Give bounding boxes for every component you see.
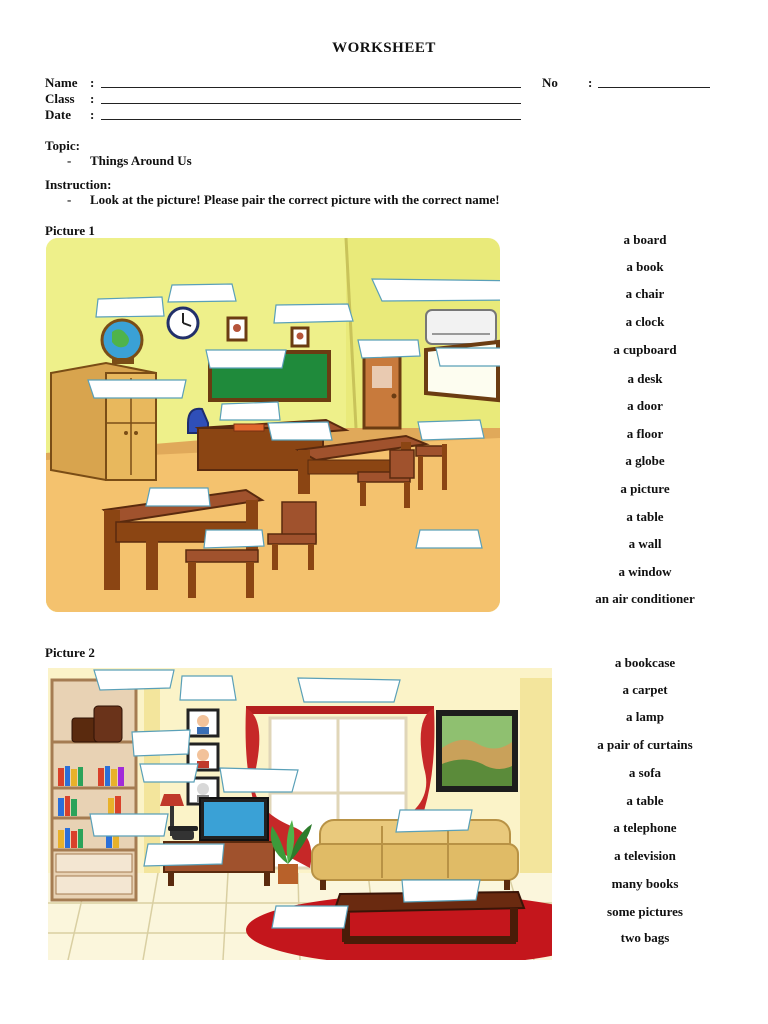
date-colon: :: [90, 107, 95, 122]
instruction-value: Look at the picture! Please pair the correct picture with the correct name!: [90, 192, 500, 207]
landscape-picture-shape: [436, 710, 518, 792]
worksheet-title: WORKSHEET: [332, 40, 436, 56]
label-box[interactable]: [416, 530, 482, 548]
label-box[interactable]: [90, 814, 168, 836]
label-box[interactable]: [140, 764, 198, 782]
word-item: a desk: [627, 371, 663, 386]
label-box[interactable]: [220, 768, 298, 792]
label-box[interactable]: [144, 844, 224, 866]
television-shape: [200, 798, 268, 846]
word-item: an air conditioner: [595, 591, 695, 606]
label-box[interactable]: [180, 676, 236, 700]
word-item: a wall: [628, 536, 662, 551]
date-line[interactable]: [101, 119, 521, 120]
word-item: a picture: [620, 481, 670, 496]
label-box[interactable]: [168, 284, 236, 302]
word-item: a floor: [626, 426, 664, 441]
label-box[interactable]: [358, 340, 420, 358]
label-box[interactable]: [220, 402, 280, 420]
topic-dash: -: [67, 153, 72, 168]
word-item: a chair: [625, 286, 665, 301]
topic-label: Topic:: [45, 138, 80, 153]
label-box[interactable]: [204, 530, 264, 548]
date-label: Date: [45, 107, 71, 122]
word-item: some pictures: [607, 904, 683, 919]
label-box[interactable]: [96, 297, 164, 317]
label-box[interactable]: [268, 422, 332, 440]
word-item: a cupboard: [613, 342, 677, 357]
no-colon: :: [588, 75, 593, 90]
label-box[interactable]: [436, 348, 500, 366]
word-item: many books: [611, 876, 679, 891]
word-item: a globe: [625, 453, 665, 468]
instruction-dash: -: [67, 192, 72, 207]
picture1-label: Picture 1: [45, 223, 95, 238]
door-shape: [364, 356, 400, 428]
label-box[interactable]: [132, 730, 190, 756]
no-field[interactable]: [542, 75, 593, 91]
class-colon: :: [90, 91, 95, 106]
word-item: a board: [623, 232, 667, 247]
portraits-shape: [188, 710, 218, 804]
word-item: a book: [626, 259, 664, 274]
label-box[interactable]: [372, 279, 500, 301]
class-line[interactable]: [101, 103, 521, 104]
name-label: Name: [45, 75, 78, 90]
word-item: a door: [627, 398, 663, 413]
living-room-illustration: [48, 668, 552, 960]
book-shape: [234, 424, 264, 431]
word-item: a clock: [625, 314, 665, 329]
label-box[interactable]: [206, 350, 286, 368]
word-item: a sofa: [628, 765, 662, 780]
label-box[interactable]: [396, 810, 472, 832]
instruction-label: Instruction:: [45, 177, 112, 192]
label-box[interactable]: [88, 380, 186, 398]
label-box[interactable]: [402, 880, 480, 902]
label-box[interactable]: [298, 678, 400, 702]
topic-value: Things Around Us: [90, 153, 192, 168]
word-item: a television: [614, 848, 676, 863]
no-label: No: [542, 75, 558, 90]
word-item: a table: [626, 509, 664, 524]
clock-shape: [168, 308, 198, 338]
word-item: a table: [626, 793, 664, 808]
word-item: a carpet: [622, 682, 668, 697]
label-box[interactable]: [274, 304, 353, 323]
word-item: a bookcase: [614, 655, 676, 670]
label-box[interactable]: [418, 420, 484, 440]
word-item: a telephone: [613, 820, 677, 835]
label-box[interactable]: [146, 488, 210, 506]
telephone-shape: [168, 826, 198, 840]
class-label: Class: [45, 91, 75, 106]
air-conditioner-shape: [426, 310, 496, 344]
word-item: a lamp: [626, 709, 664, 724]
word-item: a pair of curtains: [597, 737, 693, 752]
word-item: two bags: [620, 930, 670, 945]
word-item: a window: [618, 564, 672, 579]
label-box[interactable]: [94, 670, 174, 690]
name-line[interactable]: [101, 87, 521, 88]
name-colon: :: [90, 75, 95, 90]
no-line[interactable]: [598, 87, 710, 88]
label-box[interactable]: [272, 906, 348, 928]
picture2-label: Picture 2: [45, 645, 95, 660]
classroom-illustration: [46, 238, 500, 612]
